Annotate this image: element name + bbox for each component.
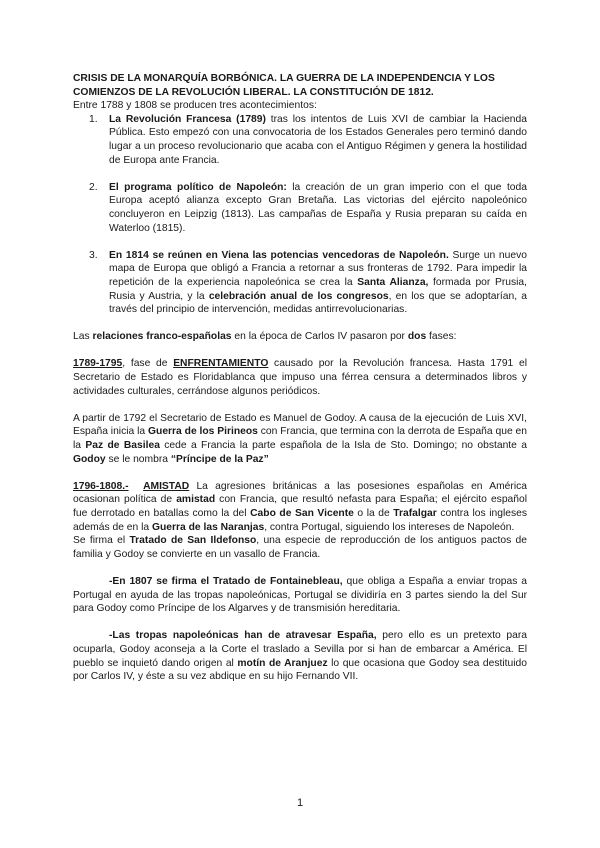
principe-paz: “Príncipe de la Paz”: [170, 453, 269, 465]
spacer: [73, 167, 527, 181]
text: lo que ocasiona que Godoy sea destituido por Carlos IV, y éste a su vez abdique en su hijo Fernando VII.: [73, 657, 527, 683]
spacer: [73, 344, 527, 358]
text: , fase de: [122, 358, 174, 370]
list-number: 3.: [89, 249, 98, 261]
phase1-key: ENFRENTAMIENTO: [173, 358, 269, 370]
tropas-bold: -Las tropas napoleónicas han de atravesar España,: [109, 630, 377, 642]
intro-paragraph: Entre 1788 y 1808 se producen tres acontecimientos:: [73, 100, 317, 112]
spacer: [73, 561, 527, 575]
list-number: 2.: [89, 181, 98, 193]
text: pero ello es un pretexto para ocuparla, Godoy aconseja a la Corte el traslado a Sevilla por si han de embarcar a América. El pueblo se inquietó dando origen al: [73, 630, 527, 669]
document-title: [73, 72, 527, 99]
tratado-ildefonso: Tratado de San Ildefonso: [129, 535, 257, 547]
spacer: [73, 616, 527, 630]
paz-basilea: Paz de Basilea: [85, 440, 160, 452]
title-line-1: CRISIS DE LA MONARQUÍA BORBÓNICA. LA GUERRA DE LA INDEPENDENCIA Y LOS: [73, 73, 495, 84]
list-item: [73, 249, 527, 317]
text: cede a Francia la parte española de la Isla de Sto. Domingo; no obstante a: [159, 440, 527, 452]
text: Se firma el: [73, 535, 130, 547]
item-text: formada por Prusia, Rusia y Austria, y la: [109, 276, 527, 302]
item-text: tras los intentos de Luis XVI de cambiar la Hacienda Pública. Esto empezó con una convocatoria de los Estados Generales pero terminó dando lugar a un proceso revolucionario que acaba con el Antiguo Régimen y genera la hostilidad de Europa ante Francia.: [109, 113, 527, 166]
ildefonso-paragraph: [73, 534, 527, 561]
text: contra los ingleses además de en la: [73, 508, 527, 533]
events-list: [73, 113, 527, 317]
text: A partir de 1792 el Secretario de Estado es Manuel de Godoy. A causa de la ejecución de Luis XVI, España inicia la: [73, 412, 527, 438]
guerra-naranjas: Guerra de las Naranjas: [152, 521, 265, 533]
text: , una especie de reproducción de los antiguos pactos de familia y Godoy se convierte en un vasallo de Francia.: [73, 535, 527, 560]
fontainebleau-bold: -En 1807 se firma el Tratado de Fontainebleau,: [109, 575, 343, 587]
cabo-san-vicente: Cabo de San Vicente: [250, 508, 354, 519]
list-item: [73, 113, 527, 167]
two-bold: dos: [407, 331, 427, 343]
item-heading: El programa político de Napoleón:: [109, 181, 287, 193]
phase2-key: AMISTAD: [143, 480, 190, 492]
text: causado por la Revolución francesa. Hasta 1791 el Secretario de Estado es Floridablanca que impuso una férrea censura a determinados libros y actividades culturales, cerrándose algunos periódicos.: [73, 358, 528, 397]
text: con Francia, que termina con la derrota de España que en la: [73, 426, 527, 452]
guerra-pirineos: Guerra de los Pirineos: [148, 426, 258, 438]
list-item: [73, 181, 527, 235]
title-line-2: COMIENZOS DE LA REVOLUCIÓN LIBERAL. LA CONSTITUCIÓN DE 1812.: [73, 86, 434, 98]
item-heading: La Revolución Francesa (1789): [109, 113, 266, 125]
relations-paragraph: [73, 330, 527, 344]
spacer: [73, 235, 527, 249]
aranjuez-paragraph: [73, 629, 527, 683]
item-text: Surge un nuevo mapa de Europa que obligó a Francia a retornar a sus fronteras de 1792. Para impedir la repetición de la experiencia napoleónica se crea la: [109, 249, 527, 288]
santa-alianza: Santa Alianza,: [357, 276, 429, 288]
phase2-years: 1796-1808.-: [73, 480, 129, 492]
relations-bold: relaciones franco-españolas: [92, 331, 232, 343]
amistad-bold: amistad: [176, 494, 216, 506]
document-body: [73, 72, 527, 684]
text: con Francia, que resultó nefasta para España; el ejército español fue derrotado en batallas como la del: [73, 494, 528, 519]
text: se le nombra: [105, 453, 171, 465]
item-text: la creación de un gran imperio con el que toda Europa aceptó alianza excepto Gran Bretaña. Las victorias del ejército napoleónico concluyeron en Leipzig (1813). Las campañas de España y Rusia preparan su caída en Waterloo (1815).: [109, 181, 527, 234]
congresos: celebración anual de los congresos: [208, 290, 389, 302]
godoy-paragraph: [73, 412, 527, 466]
text: que obliga a España a enviar tropas a Portugal en ayuda de las tropas napoleónicas, Portugal se dividiría en 3 partes siendo la del Sur para Godoy como Príncipe de los Algarves y de transmisión hereditaria.: [73, 575, 527, 615]
text: , contra Portugal, siguiendo los intereses de Napoleón.: [264, 521, 515, 533]
text: Las: [73, 331, 93, 343]
motin-aranjuez: motín de Aranjuez: [237, 657, 328, 669]
spacer: [73, 398, 527, 412]
phase2-paragraph: [73, 480, 527, 534]
spacer: [73, 466, 527, 480]
phase1-paragraph: [73, 357, 527, 398]
item-heading: En 1814 se reúnen en Viena las potencias vencedoras de Napoleón.: [109, 249, 449, 261]
fontainebleau-paragraph: [73, 575, 527, 616]
trafalgar: Trafalgar: [393, 508, 437, 519]
text: La agresiones británicas a las posesiones españolas en América ocasionan política de: [73, 480, 527, 506]
text: o la de: [353, 508, 394, 519]
phase1-years: 1789-1795: [73, 358, 123, 370]
godoy-bold: Godoy: [73, 453, 106, 465]
list-number: 1.: [89, 113, 98, 125]
spacer: [73, 317, 527, 331]
text: fases:: [426, 331, 457, 343]
item-text: , en los que se adoptarían, a través del principio de intervención, medidas antirrevolucionarias.: [109, 290, 527, 316]
page-number: 1: [296, 797, 304, 809]
text: en la época de Carlos IV pasaron por: [231, 331, 408, 343]
